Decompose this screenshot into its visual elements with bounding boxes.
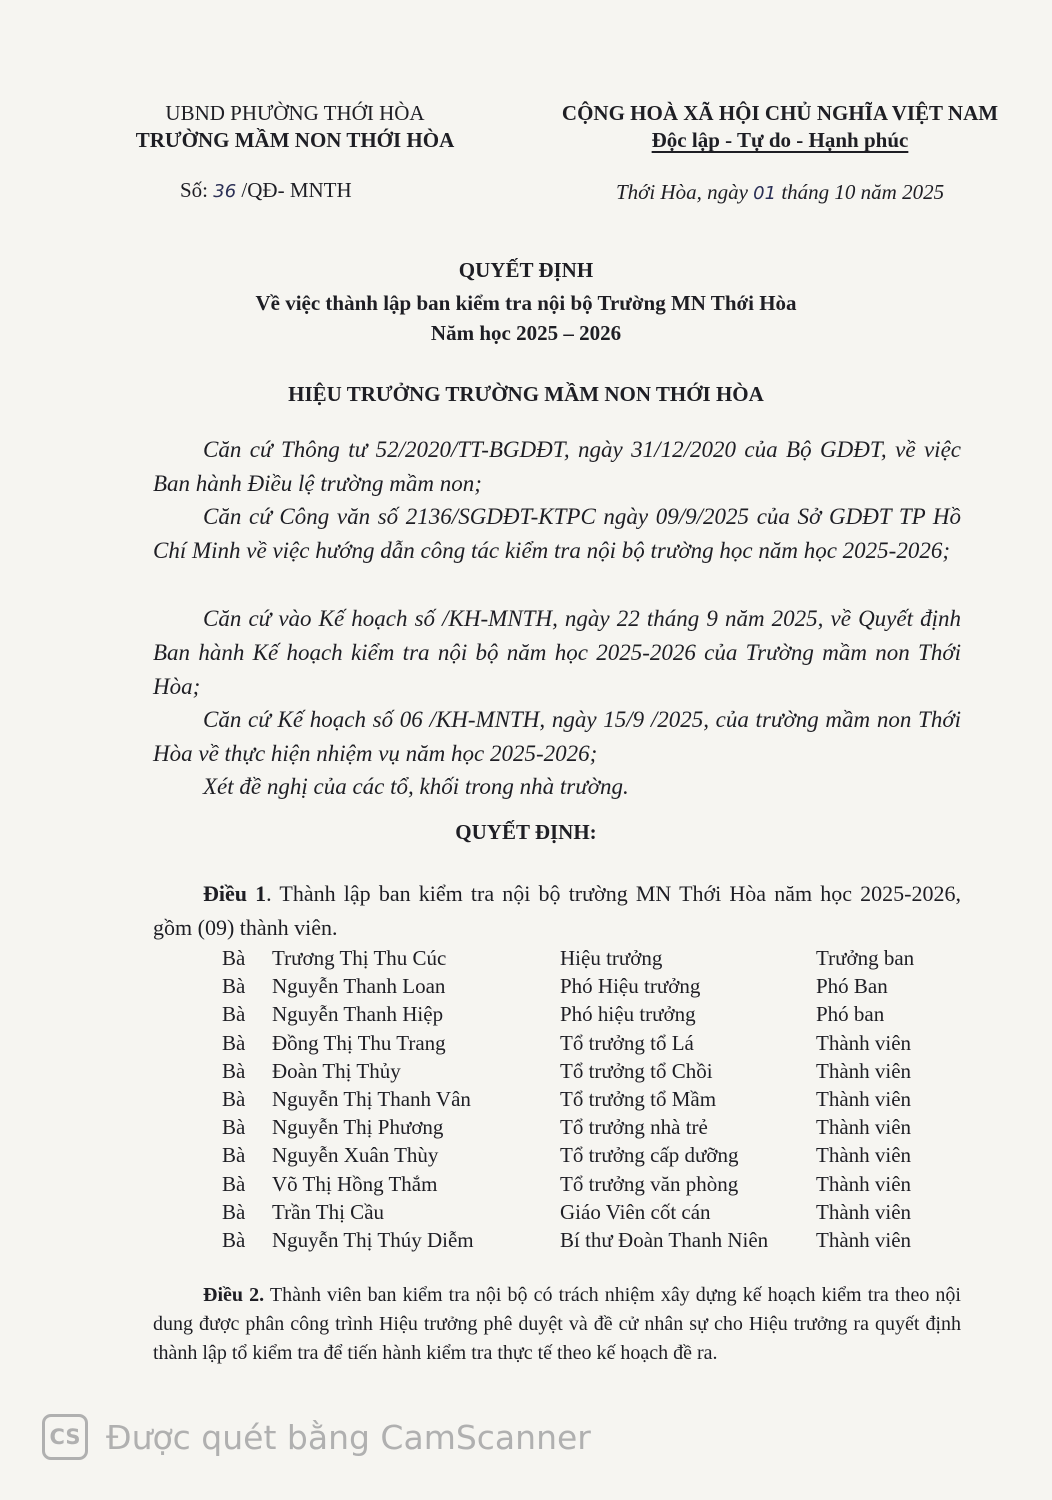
- camscanner-logo-icon: CS: [42, 1414, 88, 1460]
- decision-heading: QUYẾT ĐỊNH:: [455, 820, 597, 844]
- issuer-block: [95, 100, 495, 154]
- member-row: Bà Võ Thị Hồng Thắm Tổ trưởng văn phòng Thành viên: [222, 1171, 912, 1196]
- decision-authority: HIỆU TRƯỞNG TRƯỜNG MẦM NON THỚI HÒA: [288, 382, 764, 406]
- article-1-label: Điều 1: [203, 881, 267, 906]
- document-number: Số: 36 /QĐ- MNTH: [180, 178, 352, 202]
- watermark-text: Được quét bằng CamScanner: [106, 1417, 591, 1457]
- national-motto: Độc lập - Tự do - Hạnh phúc: [651, 128, 909, 152]
- article-2-label: Điều 2.: [203, 1284, 265, 1306]
- member-row: Bà Nguyễn Thị Thanh Vân Tổ trưởng tổ Mầm Thành viên: [222, 1086, 912, 1111]
- camscanner-watermark: [42, 1413, 591, 1461]
- national-motto-block: [520, 100, 1040, 154]
- member-row: Bà Đồng Thị Thu Trang Tổ trưởng tổ Lá Thành viên: [222, 1030, 912, 1055]
- document-date: Thới Hòa, ngày 01 tháng 10 năm 2025: [615, 180, 945, 204]
- member-row: Bà Đoàn Thị Thủy Tổ trưởng tổ Chồi Thành viên: [222, 1058, 912, 1083]
- decision-title: QUYẾT ĐỊNH: [458, 258, 594, 282]
- member-row: Bà Nguyễn Thị Phương Tổ trưởng nhà trẻ Thành viên: [222, 1115, 912, 1140]
- national-title: CỘNG HOÀ XÃ HỘI CHỦ NGHĨA VIỆT NAM: [561, 101, 999, 125]
- ground-paragraph: Căn cứ Thông tư 52/2020/TT-BGDĐT, ngày 31/12/2020 của Bộ GDĐT, về việc Ban hành Điều lệ trường mầm non;: [153, 437, 961, 496]
- document-number-handwritten: 36: [213, 181, 237, 202]
- member-row: Bà Nguyễn Xuân Thùy Tổ trưởng cấp dưỡng Thành viên: [222, 1143, 912, 1168]
- ground-paragraph: Xét đề nghị của các tổ, khối trong nhà trường.: [203, 774, 629, 799]
- decision-year: Năm học 2025 – 2026: [430, 321, 622, 345]
- member-row: Bà Nguyễn Thanh Hiệp Phó hiệu trưởng Phó ban: [222, 1002, 885, 1027]
- issuer-school: TRƯỜNG MẦM NON THỚI HÒA: [135, 128, 455, 152]
- ground-paragraph: Căn cứ Kế hoạch số 06 /KH-MNTH, ngày 15/9 /2025, của trường mầm non Thới Hòa về thực hiện nhiệm vụ năm học 2025-2026;: [153, 707, 961, 766]
- document-day-handwritten: 01: [753, 183, 777, 204]
- member-row: Bà Nguyễn Thanh Loan Phó Hiệu trưởng Phó Ban: [222, 974, 888, 999]
- member-row: Bà Nguyễn Thị Thúy Diễm Bí thư Đoàn Thanh Niên Thành viên: [222, 1227, 912, 1252]
- ground-paragraph: Căn cứ vào Kế hoạch số /KH-MNTH, ngày 22 tháng 9 năm 2025, về Quyết định Ban hành Kế hoạch kiểm tra nội bộ năm học 2025-2026 của Trường mầm non Thới Hòa;: [153, 606, 961, 699]
- article-2: Điều 2. Thành viên ban kiểm tra nội bộ có trách nhiệm xây dựng kế hoạch kiểm tra theo nội dung được phân công trình Hiệu trưởng phê duyệt và đề cử nhân sự cho Hiệu trưởng ra quyết định thành lập tổ kiểm tra để tiến hành kiểm tra thực tế theo kế hoạch đề ra.: [153, 1284, 961, 1364]
- article-1: Điều 1. Thành lập ban kiểm tra nội bộ trường MN Thới Hòa năm học 2025-2026, gồm (09) thành viên.: [153, 881, 962, 940]
- member-row: Bà Trần Thị Cầu Giáo Viên cốt cán Thành viên: [222, 1199, 912, 1224]
- ground-paragraph: Căn cứ Công văn số 2136/SGDĐT-KTPC ngày 09/9/2025 của Sở GDĐT TP Hồ Chí Minh về việc hướng dẫn công tác kiểm tra nội bộ trường học năm học 2025-2026;: [153, 504, 961, 563]
- member-list: [222, 946, 1002, 1256]
- member-row: Bà Trương Thị Thu Cúc Hiệu trưởng Trưởng ban: [222, 946, 915, 970]
- issuer-authority: UBND PHƯỜNG THỚI HÒA: [165, 101, 425, 125]
- decision-subject: Về việc thành lập ban kiểm tra nội bộ Trường MN Thới Hòa: [255, 291, 797, 315]
